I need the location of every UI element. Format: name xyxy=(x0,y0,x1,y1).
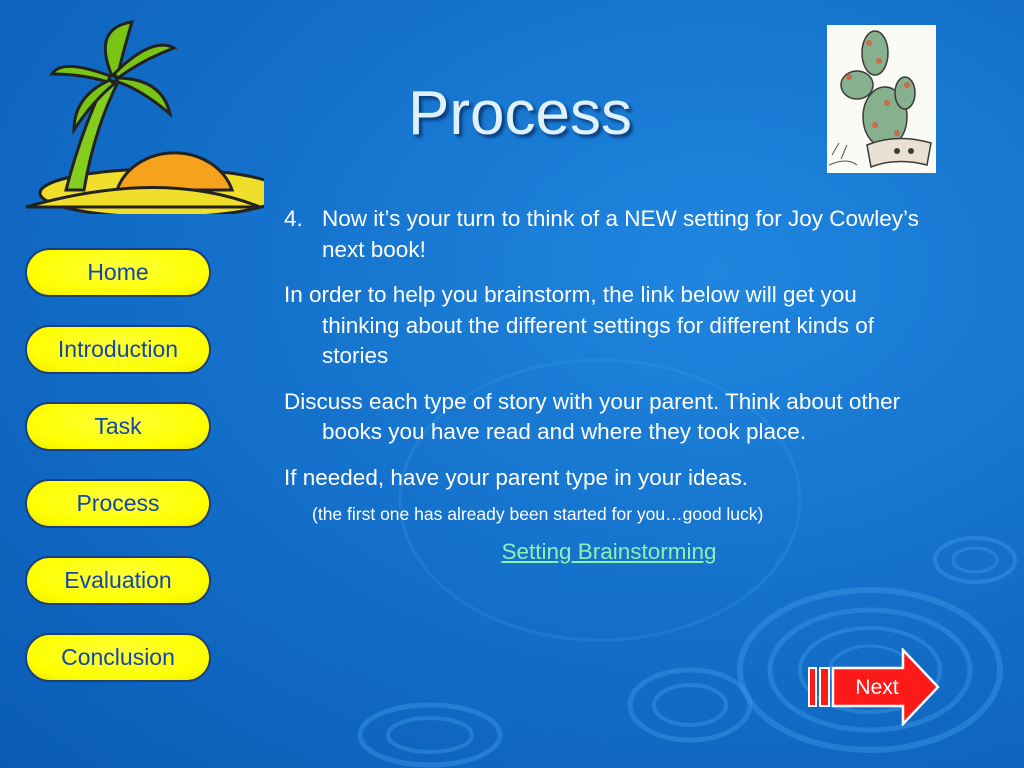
paragraph-discuss xyxy=(284,387,934,448)
nav-conclusion-button[interactable]: Conclusion xyxy=(25,633,211,682)
setting-brainstorming-link[interactable]: Setting Brainstorming xyxy=(501,539,717,564)
nav-home-button[interactable]: Home xyxy=(25,248,211,297)
next-button-label[interactable]: Next xyxy=(855,676,899,699)
nav-process-button[interactable]: Process xyxy=(25,479,211,528)
navigation-menu xyxy=(25,248,215,710)
paragraph-brainstorm xyxy=(284,280,934,372)
nav-task-button[interactable]: Task xyxy=(25,402,211,451)
palm-island-icon xyxy=(22,18,264,214)
paragraph-parent xyxy=(284,463,934,494)
good-luck-note: (the first one has already been started for you…good luck) xyxy=(312,504,764,524)
process-content xyxy=(284,204,934,568)
page-title: Process xyxy=(408,79,632,148)
paragraph-discuss-text: Discuss each type of story with your parent. Think about other books you have read and where they took place. xyxy=(284,388,901,444)
paragraph-brainstorm-text: In order to help you brainstorm, the link below will get you thinking about the different settings for different kinds of stories xyxy=(284,282,875,368)
step-item xyxy=(284,204,934,265)
step-text: Now it’s your turn to think of a NEW setting for Joy Cowley’s next book! xyxy=(322,206,919,262)
nav-introduction-button[interactable]: Introduction xyxy=(25,325,211,374)
link-container xyxy=(284,537,934,568)
nav-evaluation-button[interactable]: Evaluation xyxy=(25,556,211,605)
cactus-skull-image xyxy=(827,25,936,173)
step-number: 4. xyxy=(284,206,303,231)
paragraph-parent-text: If needed, have your parent type in your ideas. xyxy=(284,464,749,490)
cactus-skull-icon xyxy=(827,25,936,173)
